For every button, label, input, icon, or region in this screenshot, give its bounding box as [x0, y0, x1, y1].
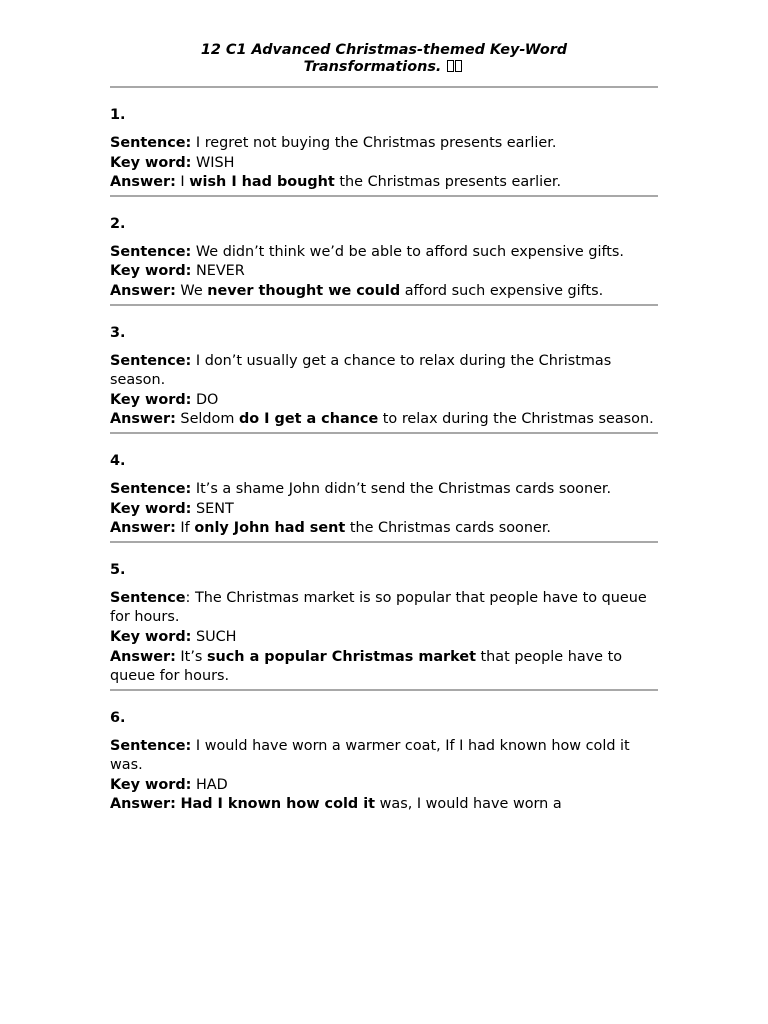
answer-pre: We [175, 282, 208, 299]
answer-line [110, 519, 658, 539]
key-word-line [110, 154, 658, 174]
key-word-label: Key word: [110, 628, 192, 645]
key-word-label: Key word: [110, 391, 192, 408]
key-word-value: WISH [191, 154, 235, 171]
answer-label: Answer: [110, 411, 176, 428]
title-divider [110, 86, 658, 88]
answer-line [110, 410, 658, 430]
sentence-line [110, 243, 658, 263]
key-word-line [110, 262, 658, 282]
item-6 [110, 708, 658, 815]
item-3 [110, 323, 658, 434]
answer-line [110, 282, 658, 302]
key-word-line [110, 391, 658, 411]
answer-post: the Christmas cards sooner. [345, 520, 551, 537]
answer-pre: Seldom [175, 411, 239, 428]
item-divider [110, 541, 658, 543]
sentence-line [110, 352, 658, 391]
answer-label: Answer: [110, 174, 176, 191]
sentence-label: Sentence: [110, 135, 192, 151]
key-word-value: HAD [191, 776, 228, 793]
answer-post: the Christmas presents earlier. [334, 174, 562, 191]
sentence-label: Sentence: [110, 737, 192, 754]
key-word-value: SUCH [191, 628, 237, 645]
item-number: 6. [110, 709, 126, 726]
title-emoji-icon [446, 60, 464, 73]
answer-key-phrase: wish I had bought [189, 174, 335, 191]
item-1 [110, 105, 658, 197]
key-word-label: Key word: [110, 776, 192, 793]
sentence-line [110, 134, 658, 154]
sentence-line [110, 480, 658, 500]
answer-post: that people have to queue for hours. [110, 648, 623, 685]
item-number: 2. [110, 215, 126, 232]
item-number: 5. [110, 561, 126, 578]
document-title [110, 42, 658, 76]
answer-post: to relax during the Christmas season. [378, 411, 654, 428]
sentence-label: Sentence: [110, 352, 192, 369]
answer-pre: I [175, 174, 190, 191]
item-divider [110, 195, 658, 197]
item-4 [110, 451, 658, 543]
answer-line [110, 795, 658, 815]
key-word-label: Key word: [110, 154, 192, 171]
answer-label: Answer: [110, 796, 176, 813]
sentence-text: We didn’t think we’d be able to afford such expensive gifts. [191, 243, 625, 260]
key-word-value: NEVER [191, 263, 245, 280]
answer-label: Answer: [110, 282, 176, 299]
answer-post: afford such expensive gifts. [400, 282, 604, 299]
item-divider [110, 304, 658, 306]
answer-label: Answer: [110, 520, 176, 537]
sentence-text: : The Christmas market is so popular that people have to queue for hours. [110, 589, 647, 626]
item-number: 4. [110, 452, 126, 469]
answer-line [110, 173, 658, 193]
key-word-label: Key word: [110, 263, 192, 280]
item-5 [110, 560, 658, 691]
key-word-value: SENT [191, 500, 234, 517]
answer-key-phrase: such a popular Christmas market [206, 648, 476, 665]
item-number: 3. [110, 324, 126, 341]
sentence-label: Sentence: [110, 480, 192, 497]
key-word-line [110, 628, 658, 648]
sentence-label: Sentence [110, 589, 186, 606]
item-divider [110, 689, 658, 691]
answer-key-phrase: only John had sent [194, 520, 346, 537]
item-number: 1. [110, 107, 126, 123]
document-page [110, 0, 658, 815]
answer-line [110, 648, 658, 687]
key-word-label: Key word: [110, 500, 192, 517]
answer-pre: If [175, 520, 195, 537]
sentence-text: It’s a shame John didn’t send the Christmas cards sooner. [191, 480, 612, 497]
answer-post: was, I would have worn a [375, 796, 562, 813]
key-word-line [110, 500, 658, 520]
sentence-text: I don’t usually get a chance to relax during the Christmas season. [110, 352, 612, 389]
item-2 [110, 214, 658, 306]
title-text: 12 C1 Advanced Christmas-themed Key-Word Transformations. [200, 42, 568, 75]
key-word-value: DO [191, 391, 219, 408]
sentence-line [110, 589, 658, 628]
item-divider [110, 432, 658, 434]
sentence-label: Sentence: [110, 243, 192, 260]
answer-key-phrase: Had I known how cold it [180, 796, 376, 813]
answer-key-phrase: never thought we could [207, 282, 401, 299]
sentence-line [110, 737, 658, 776]
answer-key-phrase: do I get a chance [238, 411, 379, 428]
answer-pre: It’s [175, 648, 207, 665]
answer-label: Answer: [110, 648, 176, 665]
key-word-line [110, 776, 658, 796]
sentence-text: I would have worn a warmer coat, If I had known how cold it was. [110, 737, 630, 774]
sentence-text: I regret not buying the Christmas presents earlier. [191, 135, 557, 151]
